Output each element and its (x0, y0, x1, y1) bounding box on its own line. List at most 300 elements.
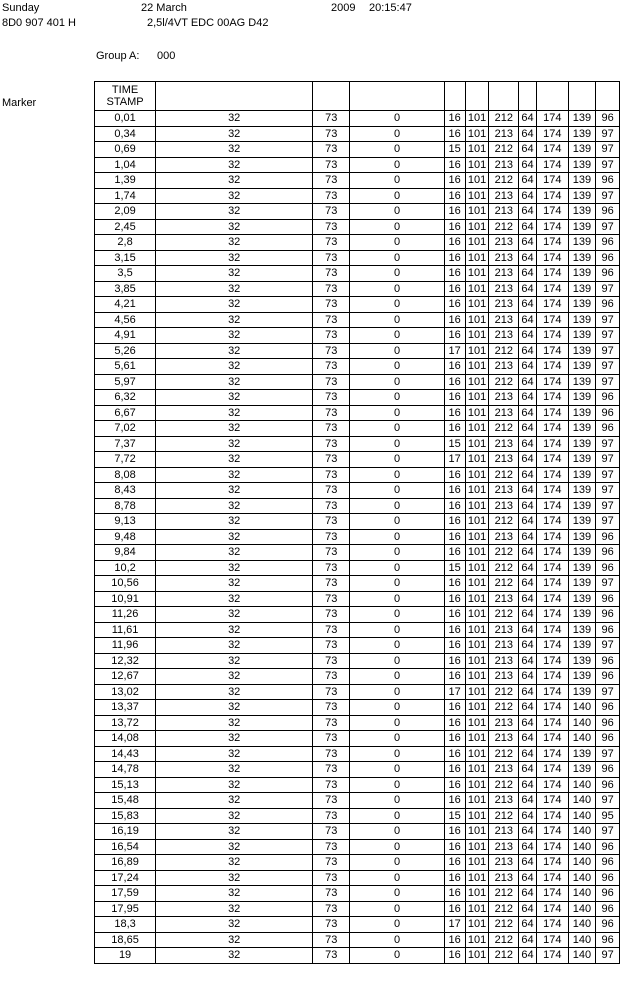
value-cell: 101 (465, 250, 489, 266)
value-cell: 0 (350, 297, 444, 313)
value-cell: 174 (537, 669, 569, 685)
header-cell (519, 82, 537, 111)
header-cell (156, 82, 313, 111)
value-cell: 73 (313, 219, 350, 235)
value-cell: 139 (568, 452, 596, 468)
value-cell: 213 (489, 839, 519, 855)
table-row (95, 684, 620, 700)
value-cell: 64 (519, 436, 537, 452)
value-cell: 73 (313, 607, 350, 623)
value-cell: 96 (596, 870, 620, 886)
time-header-line1: TIME (111, 84, 139, 96)
value-cell: 0 (350, 545, 444, 561)
value-cell: 96 (596, 762, 620, 778)
value-cell: 212 (489, 746, 519, 762)
table-row (95, 901, 620, 917)
value-cell: 174 (537, 281, 569, 297)
value-cell: 73 (313, 669, 350, 685)
value-cell: 32 (156, 235, 313, 251)
value-cell: 73 (313, 111, 350, 127)
value-cell: 97 (596, 824, 620, 840)
value-cell: 32 (156, 746, 313, 762)
value-cell: 32 (156, 312, 313, 328)
value-cell: 16 (444, 948, 465, 964)
table-row (95, 576, 620, 592)
value-cell: 101 (465, 405, 489, 421)
table-row (95, 932, 620, 948)
value-cell: 97 (596, 188, 620, 204)
value-cell: 139 (568, 219, 596, 235)
table-row (95, 157, 620, 173)
value-cell: 101 (465, 731, 489, 747)
time-stamp-cell: 4,91 (95, 328, 156, 344)
value-cell: 64 (519, 157, 537, 173)
value-cell: 174 (537, 188, 569, 204)
value-cell: 16 (444, 715, 465, 731)
value-cell: 16 (444, 498, 465, 514)
time-stamp-cell: 11,26 (95, 607, 156, 623)
value-cell: 64 (519, 638, 537, 654)
value-cell: 139 (568, 529, 596, 545)
value-cell: 101 (465, 266, 489, 282)
value-cell: 140 (568, 700, 596, 716)
table-row (95, 793, 620, 809)
value-cell: 212 (489, 948, 519, 964)
value-cell: 32 (156, 855, 313, 871)
value-cell: 139 (568, 250, 596, 266)
table-row (95, 839, 620, 855)
value-cell: 174 (537, 405, 569, 421)
value-cell: 101 (465, 576, 489, 592)
value-cell: 174 (537, 219, 569, 235)
value-cell: 101 (465, 219, 489, 235)
value-cell: 32 (156, 142, 313, 158)
table-row (95, 343, 620, 359)
time-stamp-cell: 3,5 (95, 266, 156, 282)
value-cell: 101 (465, 855, 489, 871)
value-cell: 212 (489, 808, 519, 824)
value-cell: 64 (519, 870, 537, 886)
table-row (95, 948, 620, 964)
value-cell: 16 (444, 359, 465, 375)
table-row (95, 126, 620, 142)
value-cell: 213 (489, 793, 519, 809)
value-cell: 101 (465, 886, 489, 902)
value-cell: 64 (519, 684, 537, 700)
value-cell: 101 (465, 452, 489, 468)
value-cell: 174 (537, 762, 569, 778)
value-cell: 97 (596, 328, 620, 344)
value-cell: 101 (465, 762, 489, 778)
value-cell: 174 (537, 591, 569, 607)
value-cell: 139 (568, 235, 596, 251)
value-cell: 212 (489, 684, 519, 700)
value-cell: 73 (313, 684, 350, 700)
value-cell: 73 (313, 808, 350, 824)
value-cell: 213 (489, 126, 519, 142)
value-cell: 73 (313, 948, 350, 964)
time-stamp-cell: 4,21 (95, 297, 156, 313)
value-cell: 73 (313, 188, 350, 204)
value-cell: 174 (537, 638, 569, 654)
value-cell: 174 (537, 498, 569, 514)
value-cell: 32 (156, 669, 313, 685)
value-cell: 16 (444, 514, 465, 530)
value-cell: 101 (465, 374, 489, 390)
value-cell: 213 (489, 762, 519, 778)
value-cell: 16 (444, 126, 465, 142)
value-cell: 64 (519, 359, 537, 375)
value-cell: 174 (537, 142, 569, 158)
value-cell: 213 (489, 731, 519, 747)
value-cell: 64 (519, 374, 537, 390)
time-stamp-cell: 6,67 (95, 405, 156, 421)
time-stamp-cell: 9,84 (95, 545, 156, 561)
value-cell: 101 (465, 870, 489, 886)
table-row (95, 359, 620, 375)
value-cell: 64 (519, 312, 537, 328)
time-stamp-header (95, 82, 156, 111)
value-cell: 73 (313, 824, 350, 840)
value-cell: 213 (489, 266, 519, 282)
value-cell: 139 (568, 762, 596, 778)
value-cell: 16 (444, 700, 465, 716)
value-cell: 174 (537, 793, 569, 809)
value-cell: 174 (537, 653, 569, 669)
value-cell: 101 (465, 948, 489, 964)
value-cell: 64 (519, 932, 537, 948)
value-cell: 0 (350, 436, 444, 452)
value-cell: 97 (596, 793, 620, 809)
value-cell: 95 (596, 808, 620, 824)
time-stamp-cell: 5,61 (95, 359, 156, 375)
time-stamp-cell: 13,02 (95, 684, 156, 700)
value-cell: 212 (489, 560, 519, 576)
value-cell: 174 (537, 343, 569, 359)
value-cell: 16 (444, 824, 465, 840)
value-cell: 0 (350, 653, 444, 669)
value-cell: 16 (444, 312, 465, 328)
value-cell: 32 (156, 576, 313, 592)
value-cell: 139 (568, 607, 596, 623)
time-stamp-cell: 9,48 (95, 529, 156, 545)
time-stamp-cell: 14,08 (95, 731, 156, 747)
time-stamp-cell: 4,56 (95, 312, 156, 328)
value-cell: 0 (350, 219, 444, 235)
value-cell: 97 (596, 452, 620, 468)
value-cell: 32 (156, 173, 313, 189)
value-cell: 101 (465, 204, 489, 220)
table-row (95, 498, 620, 514)
header-cell (444, 82, 465, 111)
value-cell: 32 (156, 653, 313, 669)
value-cell: 17 (444, 917, 465, 933)
value-cell: 96 (596, 266, 620, 282)
value-cell: 96 (596, 529, 620, 545)
value-cell: 73 (313, 653, 350, 669)
value-cell: 0 (350, 405, 444, 421)
time-stamp-cell: 14,78 (95, 762, 156, 778)
measurement-table (94, 81, 620, 964)
value-cell: 16 (444, 467, 465, 483)
value-cell: 32 (156, 777, 313, 793)
value-cell: 0 (350, 452, 444, 468)
part-number: 8D0 907 401 H (2, 17, 76, 29)
value-cell: 212 (489, 901, 519, 917)
value-cell: 174 (537, 545, 569, 561)
value-cell: 96 (596, 839, 620, 855)
value-cell: 101 (465, 839, 489, 855)
time-stamp-cell: 16,89 (95, 855, 156, 871)
value-cell: 101 (465, 111, 489, 127)
value-cell: 174 (537, 483, 569, 499)
value-cell: 212 (489, 886, 519, 902)
value-cell: 32 (156, 529, 313, 545)
value-cell: 174 (537, 359, 569, 375)
value-cell: 97 (596, 157, 620, 173)
value-cell: 213 (489, 622, 519, 638)
value-cell: 174 (537, 328, 569, 344)
value-cell: 213 (489, 328, 519, 344)
value-cell: 140 (568, 731, 596, 747)
value-cell: 0 (350, 917, 444, 933)
value-cell: 16 (444, 250, 465, 266)
value-cell: 16 (444, 855, 465, 871)
value-cell: 64 (519, 669, 537, 685)
value-cell: 32 (156, 824, 313, 840)
value-cell: 16 (444, 405, 465, 421)
value-cell: 16 (444, 483, 465, 499)
value-cell: 174 (537, 901, 569, 917)
value-cell: 174 (537, 173, 569, 189)
value-cell: 16 (444, 901, 465, 917)
value-cell: 64 (519, 483, 537, 499)
value-cell: 64 (519, 126, 537, 142)
marker-label: Marker (2, 97, 37, 109)
value-cell: 16 (444, 390, 465, 406)
value-cell: 97 (596, 343, 620, 359)
value-cell: 15 (444, 808, 465, 824)
value-cell: 101 (465, 467, 489, 483)
value-cell: 213 (489, 359, 519, 375)
value-cell: 64 (519, 250, 537, 266)
table-row (95, 638, 620, 654)
value-cell: 64 (519, 111, 537, 127)
value-cell: 139 (568, 514, 596, 530)
time-stamp-cell: 10,91 (95, 591, 156, 607)
table-row (95, 188, 620, 204)
value-cell: 140 (568, 917, 596, 933)
value-cell: 73 (313, 529, 350, 545)
value-cell: 174 (537, 390, 569, 406)
group-label: Group A: (96, 50, 140, 62)
value-cell: 212 (489, 545, 519, 561)
value-cell: 0 (350, 421, 444, 437)
value-cell: 174 (537, 886, 569, 902)
value-cell: 213 (489, 483, 519, 499)
value-cell: 101 (465, 529, 489, 545)
value-cell: 97 (596, 498, 620, 514)
value-cell: 101 (465, 173, 489, 189)
time-label: 20:15:47 (369, 2, 412, 14)
value-cell: 16 (444, 607, 465, 623)
value-cell: 139 (568, 204, 596, 220)
value-cell: 64 (519, 917, 537, 933)
value-cell: 0 (350, 607, 444, 623)
value-cell: 73 (313, 312, 350, 328)
value-cell: 101 (465, 359, 489, 375)
table-row (95, 653, 620, 669)
value-cell: 32 (156, 188, 313, 204)
value-cell: 96 (596, 405, 620, 421)
value-cell: 0 (350, 855, 444, 871)
value-cell: 213 (489, 405, 519, 421)
value-cell: 140 (568, 855, 596, 871)
time-stamp-cell: 19 (95, 948, 156, 964)
value-cell: 213 (489, 157, 519, 173)
value-cell: 16 (444, 157, 465, 173)
value-cell: 16 (444, 204, 465, 220)
value-cell: 101 (465, 390, 489, 406)
value-cell: 139 (568, 312, 596, 328)
value-cell: 174 (537, 700, 569, 716)
value-cell: 213 (489, 653, 519, 669)
value-cell: 139 (568, 126, 596, 142)
value-cell: 73 (313, 126, 350, 142)
time-stamp-cell: 12,67 (95, 669, 156, 685)
value-cell: 101 (465, 669, 489, 685)
value-cell: 16 (444, 653, 465, 669)
value-cell: 32 (156, 700, 313, 716)
value-cell: 97 (596, 281, 620, 297)
header-cell (313, 82, 350, 111)
value-cell: 139 (568, 591, 596, 607)
value-cell: 96 (596, 421, 620, 437)
value-cell: 213 (489, 312, 519, 328)
time-stamp-cell: 9,13 (95, 514, 156, 530)
day-label: Sunday (2, 2, 40, 14)
value-cell: 73 (313, 638, 350, 654)
value-cell: 174 (537, 855, 569, 871)
value-cell: 64 (519, 452, 537, 468)
table-row (95, 436, 620, 452)
value-cell: 16 (444, 777, 465, 793)
value-cell: 101 (465, 343, 489, 359)
value-cell: 0 (350, 700, 444, 716)
value-cell: 0 (350, 374, 444, 390)
value-cell: 174 (537, 839, 569, 855)
time-stamp-cell: 1,04 (95, 157, 156, 173)
value-cell: 32 (156, 436, 313, 452)
value-cell: 139 (568, 266, 596, 282)
value-cell: 73 (313, 204, 350, 220)
value-cell: 174 (537, 235, 569, 251)
value-cell: 97 (596, 142, 620, 158)
table-row (95, 545, 620, 561)
value-cell: 101 (465, 514, 489, 530)
value-cell: 212 (489, 219, 519, 235)
value-cell: 32 (156, 126, 313, 142)
value-cell: 0 (350, 204, 444, 220)
value-cell: 0 (350, 498, 444, 514)
value-cell: 16 (444, 529, 465, 545)
value-cell: 174 (537, 607, 569, 623)
value-cell: 16 (444, 111, 465, 127)
table-row (95, 204, 620, 220)
value-cell: 17 (444, 452, 465, 468)
value-cell: 73 (313, 746, 350, 762)
value-cell: 73 (313, 266, 350, 282)
value-cell: 97 (596, 576, 620, 592)
value-cell: 73 (313, 886, 350, 902)
value-cell: 139 (568, 622, 596, 638)
value-cell: 96 (596, 204, 620, 220)
value-cell: 140 (568, 870, 596, 886)
value-cell: 174 (537, 932, 569, 948)
value-cell: 64 (519, 343, 537, 359)
table-row (95, 824, 620, 840)
value-cell: 140 (568, 793, 596, 809)
value-cell: 32 (156, 297, 313, 313)
value-cell: 140 (568, 948, 596, 964)
value-cell: 32 (156, 622, 313, 638)
header-cell (537, 82, 569, 111)
value-cell: 64 (519, 529, 537, 545)
value-cell: 0 (350, 390, 444, 406)
value-cell: 0 (350, 731, 444, 747)
value-cell: 101 (465, 545, 489, 561)
table-body (95, 82, 620, 964)
value-cell: 32 (156, 390, 313, 406)
value-cell: 139 (568, 467, 596, 483)
value-cell: 213 (489, 824, 519, 840)
value-cell: 139 (568, 142, 596, 158)
value-cell: 16 (444, 576, 465, 592)
header-cell (568, 82, 596, 111)
value-cell: 212 (489, 142, 519, 158)
table-row (95, 700, 620, 716)
value-cell: 139 (568, 560, 596, 576)
value-cell: 212 (489, 421, 519, 437)
value-cell: 101 (465, 607, 489, 623)
table-row (95, 235, 620, 251)
value-cell: 139 (568, 111, 596, 127)
value-cell: 73 (313, 436, 350, 452)
value-cell: 139 (568, 638, 596, 654)
value-cell: 32 (156, 157, 313, 173)
value-cell: 0 (350, 312, 444, 328)
value-cell: 0 (350, 560, 444, 576)
value-cell: 140 (568, 777, 596, 793)
value-cell: 97 (596, 359, 620, 375)
value-cell: 139 (568, 343, 596, 359)
value-cell: 174 (537, 560, 569, 576)
value-cell: 32 (156, 607, 313, 623)
value-cell: 0 (350, 669, 444, 685)
value-cell: 96 (596, 731, 620, 747)
value-cell: 64 (519, 560, 537, 576)
value-cell: 139 (568, 653, 596, 669)
header-cell (465, 82, 489, 111)
table-row (95, 405, 620, 421)
value-cell: 16 (444, 746, 465, 762)
value-cell: 96 (596, 932, 620, 948)
value-cell: 174 (537, 824, 569, 840)
table-row (95, 777, 620, 793)
table-row (95, 607, 620, 623)
value-cell: 64 (519, 421, 537, 437)
value-cell: 16 (444, 235, 465, 251)
